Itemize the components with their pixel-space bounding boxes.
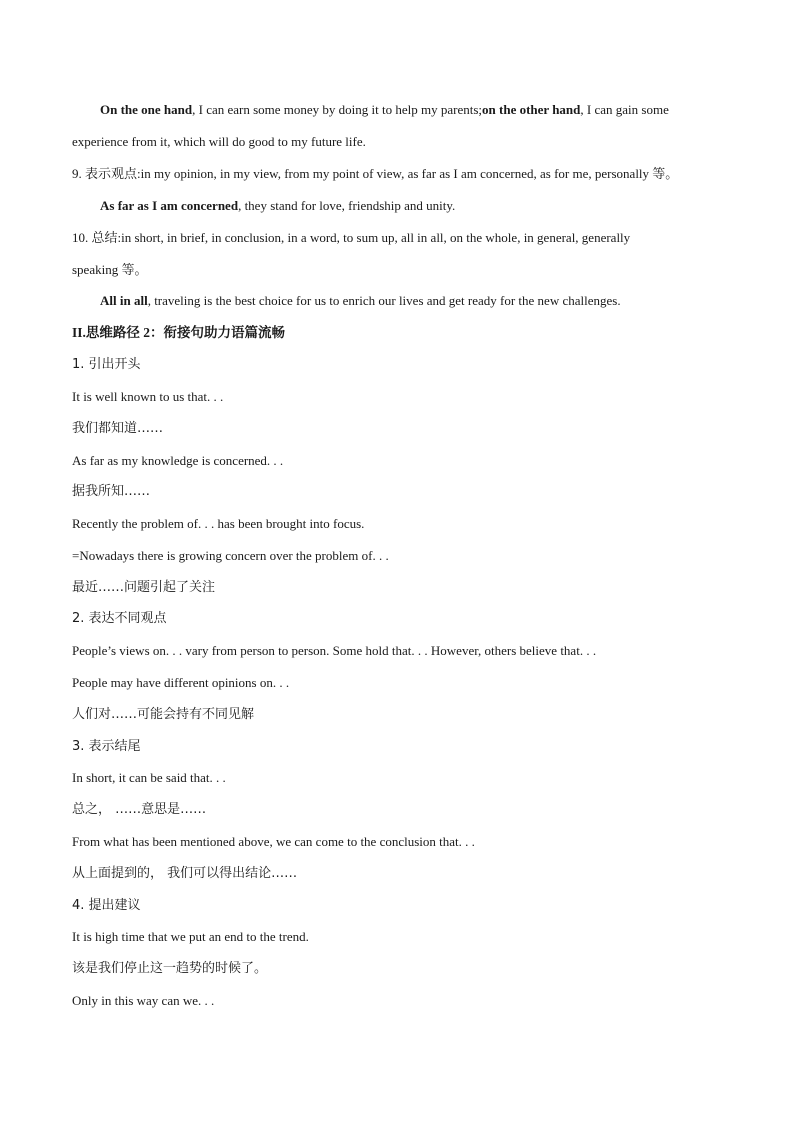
translation-line: 据我所知…… [72,484,151,499]
translation-line: 人们对……可能会持有不同见解 [72,707,255,722]
translation-line: 从上面提到的， 我们可以得出结论…… [72,866,298,881]
text-line: speaking 等。 [72,262,148,277]
phrase-line: As far as my knowledge is concerned. . . [72,453,284,468]
phrase-line: =Nowadays there is growing concern over the problem of. . . [72,548,389,563]
bold-phrase: on the other hand [482,102,581,117]
subheading-1: 1. 引出开头 [72,357,141,372]
phrase-line: From what has been mentioned above, we can come to the conclusion that. . . [72,834,475,849]
example-sentence-2: As far as I am concerned, they stand for love, friendship and unity. [100,198,456,213]
phrase-line: Only in this way can we. . . [72,993,215,1008]
translation-line: 最近……问题引起了关注 [72,580,216,595]
subheading-2: 2. 表达不同观点 [72,611,167,626]
phrase-line: In short, it can be said that. . . [72,770,226,785]
phrase-line: It is high time that we put an end to the trend. [72,929,309,944]
list-item-10: 10. 总结:in short, in brief, in conclusion, in a word, to sum up, all in all, on the whole, in general, generally [72,230,631,245]
phrase-line: It is well known to us that. . . [72,389,224,404]
phrase-line: Recently the problem of. . . has been brought into focus. [72,516,365,531]
section-heading: II.思维路径 2：衔接句助力语篇流畅 [72,325,286,340]
example-sentence-3: All in all, traveling is the best choice for us to enrich our lives and get ready for the new challenges. [100,293,621,308]
subheading-4: 4. 提出建议 [72,898,141,913]
bold-phrase: All in all [100,293,148,308]
translation-line: 我们都知道…… [72,421,164,436]
subheading-3: 3. 表示结尾 [72,739,141,754]
translation-line: 该是我们停止这一趋势的时候了。 [72,961,268,976]
translation-line: 总之， ……意思是…… [72,802,207,817]
list-item-9: 9. 表示观点:in my opinion, in my view, from my point of view, as far as I am concerned, as for me, personally 等。 [72,166,679,181]
text-line: experience from it, which will do good to my future life. [72,134,366,149]
phrase-line: People may have different opinions on. . . [72,675,290,690]
example-sentence-1: On the one hand, I can earn some money by doing it to help my parents;on the other hand, I can gain some [100,102,669,117]
phrase-line: People’s views on. . . vary from person to person. Some hold that. . . However, others believe that. . . [72,643,597,658]
bold-phrase: As far as I am concerned [100,198,239,213]
bold-phrase: On the one hand [100,102,193,117]
